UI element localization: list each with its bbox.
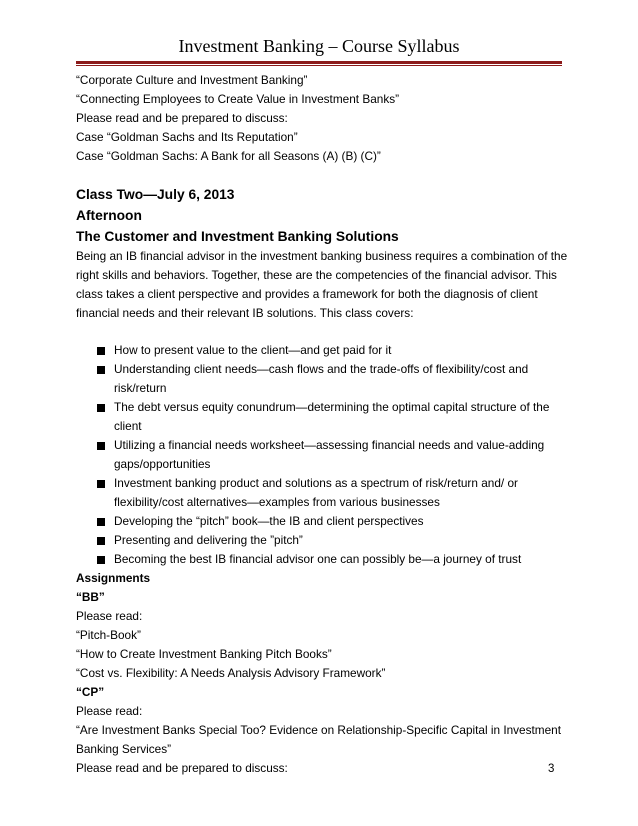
bullet-text: Understanding client needs—cash flows and the trade-offs of flexibility/cost and <box>114 362 529 376</box>
description-line: right skills and behaviors. Together, these are the competencies of the financial advisor. This <box>76 268 557 282</box>
square-bullet-icon <box>97 556 105 564</box>
header-rule-thin <box>76 65 562 66</box>
session-heading: Afternoon <box>76 208 142 223</box>
bullet-text: How to present value to the client—and get paid for it <box>114 343 392 357</box>
bullet-text-continued: client <box>114 419 142 433</box>
intro-line: Case “Goldman Sachs: A Bank for all Seasons (A) (B) (C)” <box>76 149 381 163</box>
bullet-text-continued: flexibility/cost alternatives—examples from various businesses <box>114 495 440 509</box>
page-body <box>76 71 568 778</box>
cp-label: “CP” <box>76 685 105 699</box>
list-item <box>76 436 562 474</box>
bullet-text: Utilizing a financial needs worksheet—assessing financial needs and value-adding <box>114 438 545 452</box>
header-rule <box>76 61 562 64</box>
square-bullet-icon <box>97 537 105 545</box>
list-item <box>76 531 562 550</box>
spacer <box>76 323 562 341</box>
square-bullet-icon <box>97 442 105 450</box>
intro-line: “Corporate Culture and Investment Banking” <box>76 73 308 87</box>
list-item <box>76 512 562 531</box>
bullet-text: The debt versus equity conundrum—determining the optimal capital structure of the <box>114 400 550 414</box>
topics-bullet-list <box>76 341 562 569</box>
cp-line: Banking Services” <box>76 742 172 756</box>
description-line: class takes a client perspective and provides a framework for both the diagnosis of client <box>76 287 538 301</box>
bb-line: “Cost vs. Flexibility: A Needs Analysis Advisory Framework” <box>76 666 386 680</box>
bb-line: Please read: <box>76 609 143 623</box>
intro-line: Please read and be prepared to discuss: <box>76 111 288 125</box>
list-item <box>76 474 562 512</box>
list-item <box>76 398 562 436</box>
list-item <box>76 341 562 360</box>
bullet-text-continued: risk/return <box>114 381 167 395</box>
list-item <box>76 360 562 398</box>
square-bullet-icon <box>97 347 105 355</box>
cp-line: Please read: <box>76 704 143 718</box>
description-line: Being an IB financial advisor in the investment banking business requires a combination of the <box>76 249 568 263</box>
square-bullet-icon <box>97 480 105 488</box>
bullet-text-continued: gaps/opportunities <box>114 457 211 471</box>
list-item <box>76 550 562 569</box>
class-heading: Class Two—July 6, 2013 <box>76 187 235 202</box>
square-bullet-icon <box>97 518 105 526</box>
bullet-text: Becoming the best IB financial advisor one can possibly be—a journey of trust <box>114 552 522 566</box>
assignments-heading: Assignments <box>76 571 151 585</box>
topic-heading: The Customer and Investment Banking Solutions <box>76 229 399 244</box>
description-line: financial needs and their relevant IB solutions. This class covers: <box>76 306 414 320</box>
bb-line: “How to Create Investment Banking Pitch Books” <box>76 647 332 661</box>
page-number: 3 <box>548 763 555 775</box>
page-header-title: Investment Banking – Course Syllabus <box>178 36 460 56</box>
class-description <box>76 247 568 323</box>
bullet-text: Developing the “pitch” book—the IB and client perspectives <box>114 514 424 528</box>
intro-line: Case “Goldman Sachs and Its Reputation” <box>76 130 298 144</box>
cp-line: Please read and be prepared to discuss: <box>76 761 288 775</box>
bb-line: “Pitch-Book” <box>76 628 141 642</box>
bullet-text: Investment banking product and solutions as a spectrum of risk/return and/ or <box>114 476 518 490</box>
bullet-text: Presenting and delivering the ”pitch” <box>114 533 303 547</box>
intro-line: “Connecting Employees to Create Value in Investment Banks” <box>76 92 400 106</box>
intro-reading-list <box>76 71 562 166</box>
bb-label: “BB” <box>76 590 105 604</box>
square-bullet-icon <box>97 404 105 412</box>
spacer <box>76 166 562 184</box>
cp-line: “Are Investment Banks Special Too? Evidence on Relationship-Specific Capital in Investment <box>76 723 562 737</box>
square-bullet-icon <box>97 366 105 374</box>
